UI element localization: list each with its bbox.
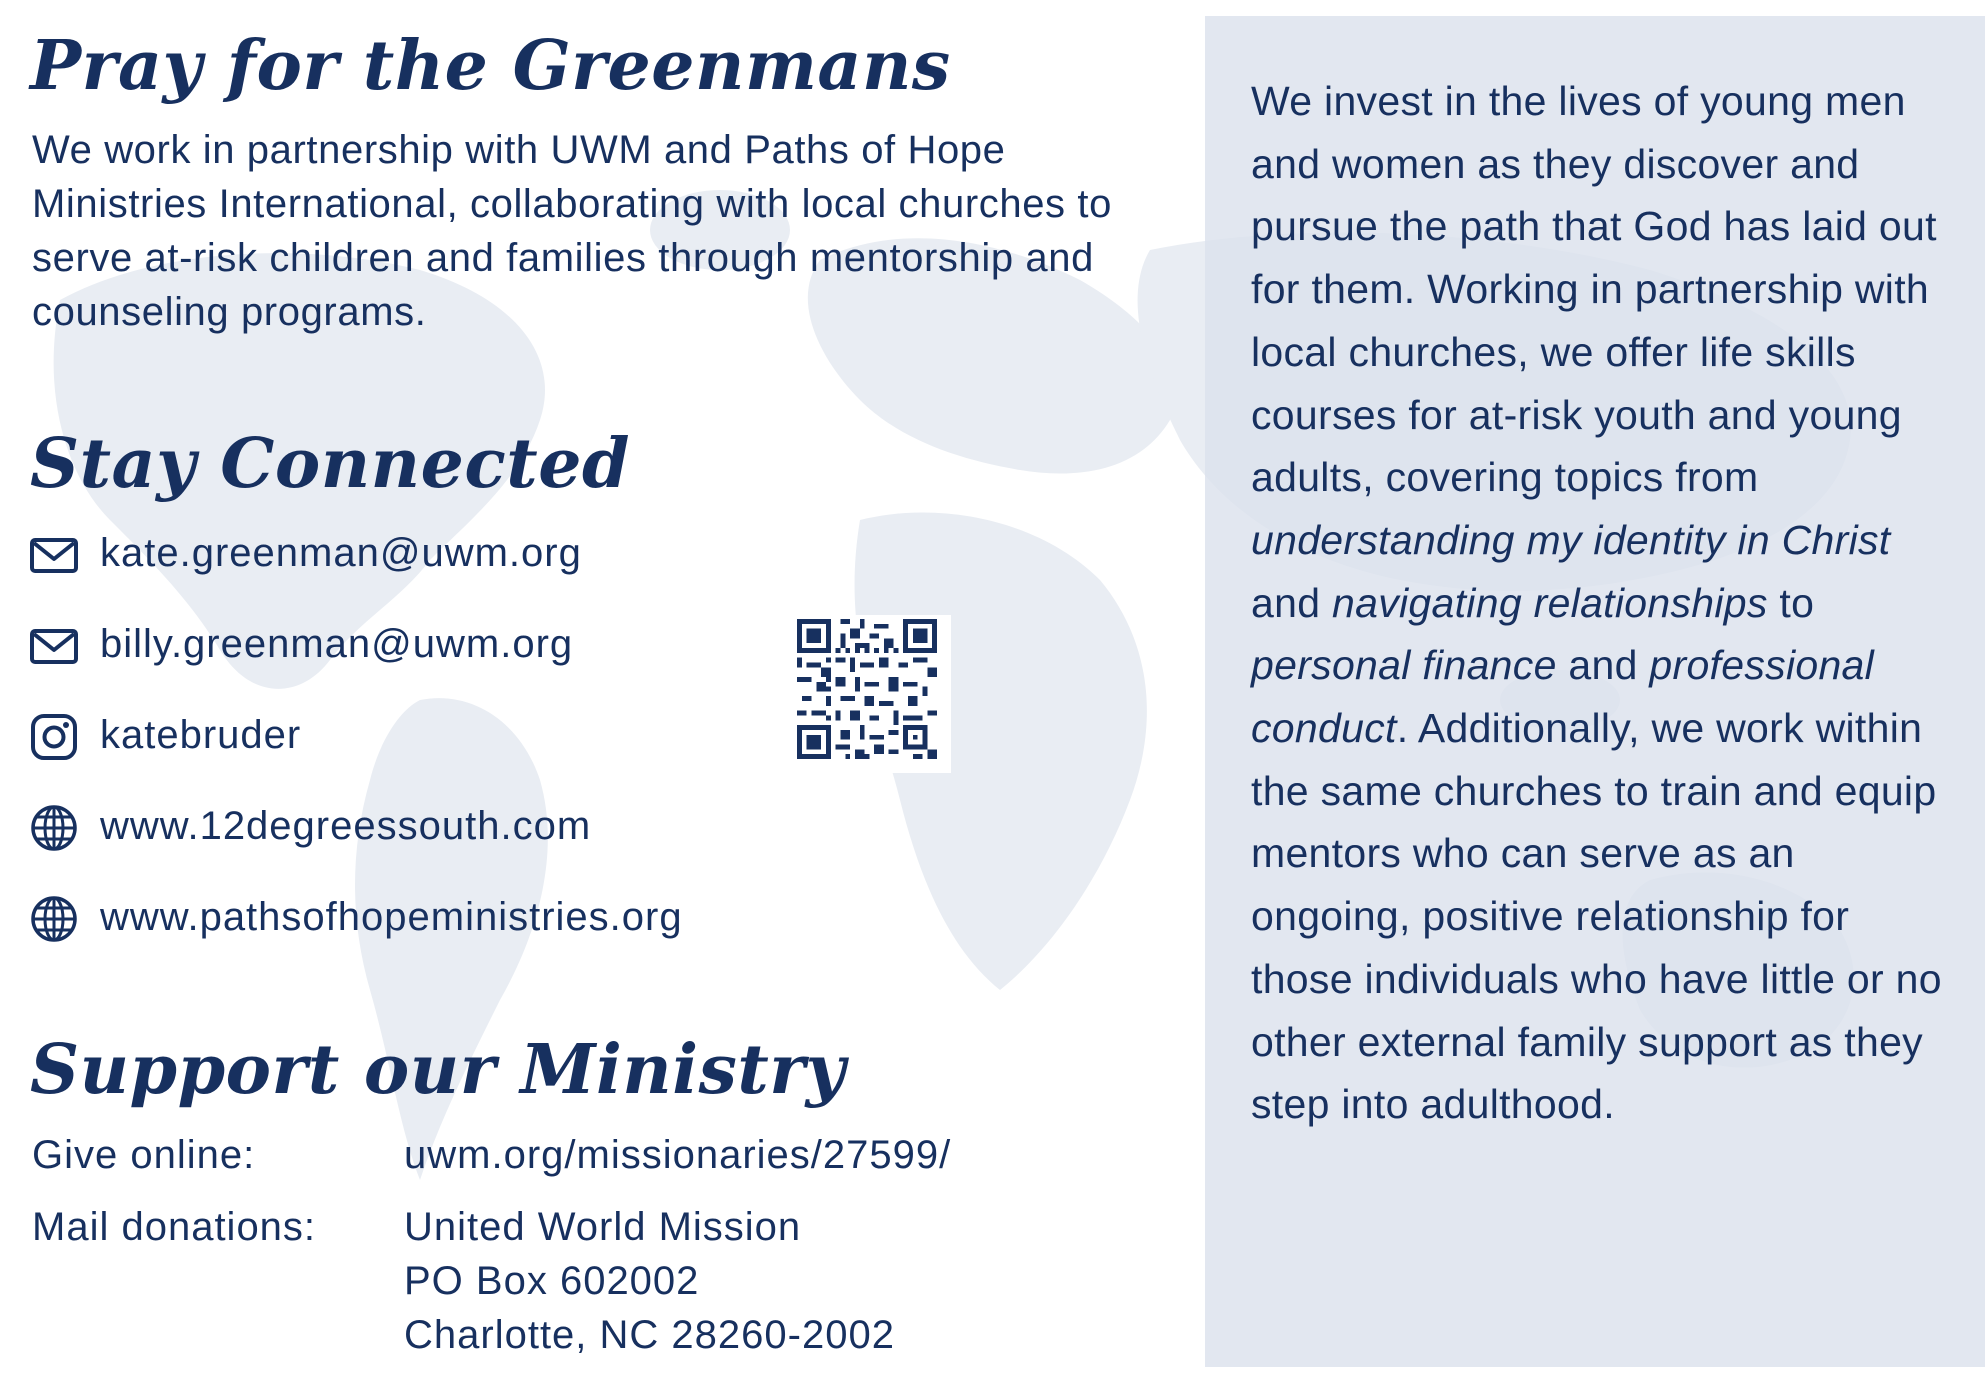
mission-emphasis: professional conduct xyxy=(1251,642,1875,752)
mission-text: to xyxy=(1767,579,1815,626)
stay-connected-heading: Stay Connected xyxy=(30,424,631,504)
globe-icon xyxy=(28,802,80,854)
contact-text[interactable]: www.12degreessouth.com xyxy=(100,804,592,848)
mission-emphasis: understanding my identity in Christ xyxy=(1251,516,1891,563)
contact-text[interactable]: billy.greenman@uwm.org xyxy=(100,622,574,666)
intro-paragraph: We work in partnership with UWM and Paths of Hope Ministries International, collaborating with local churches to serve at-risk children and families through mentorship and counseling programs. xyxy=(32,128,1112,334)
contact-text[interactable]: kate.greenman@uwm.org xyxy=(100,531,582,575)
contact-item-pathsofhope[interactable] xyxy=(28,887,683,978)
mail-donations-label: Mail donations: xyxy=(32,1205,317,1249)
support-heading: Support our Ministry xyxy=(30,1030,846,1110)
mail-donations-row xyxy=(32,1200,951,1362)
contact-text[interactable]: www.pathsofhopeministries.org xyxy=(100,895,683,939)
mission-emphasis: navigating relationships xyxy=(1332,579,1768,626)
mission-text: We invest in the lives of young men and women as they discover and pursue the path that God has laid out for them. Working in partnership with local churches, we offer life skills courses for at-risk youth and young adults, covering topics from xyxy=(1251,78,1937,501)
mission-text: and xyxy=(1556,642,1650,689)
contact-item-billy-email[interactable] xyxy=(28,614,683,705)
mail-icon xyxy=(28,529,80,581)
instagram-icon xyxy=(28,711,80,763)
mission-text: . Additionally, we work within the same churches to train and equip mentors who can serve as an ongoing, positive relationship for those individuals who have little or no other external family support as they step into adulthood. xyxy=(1251,705,1942,1128)
give-online-row xyxy=(32,1128,951,1182)
contact-list xyxy=(28,523,683,978)
address-line: United World Mission xyxy=(404,1205,802,1249)
qr-code[interactable] xyxy=(793,615,951,773)
contact-item-kate-email[interactable] xyxy=(28,523,683,614)
mailing-address xyxy=(404,1200,895,1362)
support-details xyxy=(32,1128,951,1380)
give-online-link[interactable]: uwm.org/missionaries/27599/ xyxy=(404,1133,952,1177)
address-line: Charlotte, NC 28260-2002 xyxy=(404,1313,895,1357)
give-online-label: Give online: xyxy=(32,1133,256,1177)
pray-heading: Pray for the Greenmans xyxy=(30,26,951,106)
contact-item-12degreessouth[interactable] xyxy=(28,796,683,887)
globe-icon xyxy=(28,893,80,945)
mission-paragraph xyxy=(1251,70,1951,1136)
mission-emphasis: personal finance xyxy=(1251,642,1557,689)
mission-text: and xyxy=(1251,579,1332,626)
mail-icon xyxy=(28,620,80,672)
contact-item-instagram[interactable] xyxy=(28,705,683,796)
contact-text[interactable]: katebruder xyxy=(100,713,302,757)
address-line: PO Box 602002 xyxy=(404,1259,700,1303)
